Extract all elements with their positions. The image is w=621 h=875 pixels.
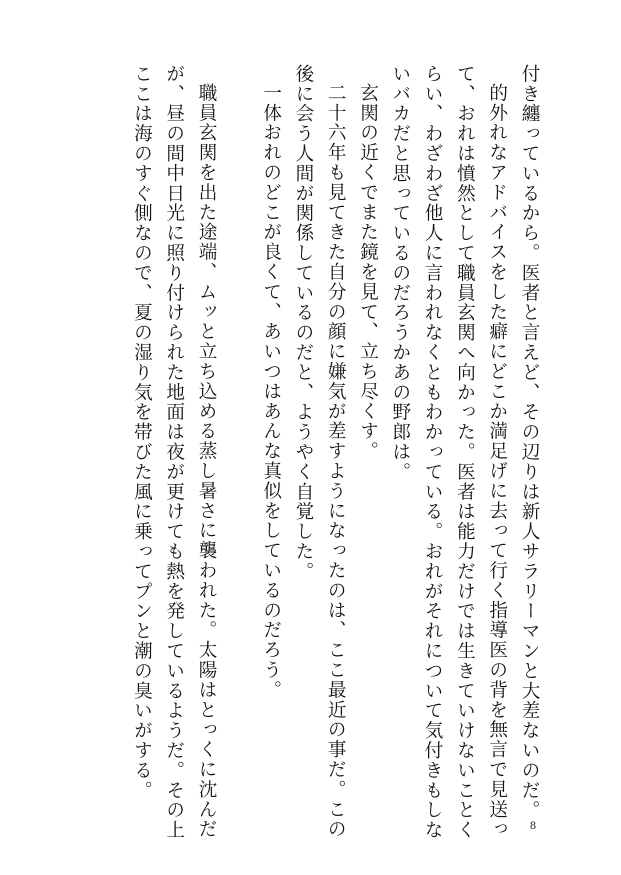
page-number: 8: [530, 818, 536, 832]
text-line-8: 後に会う人間が関係しているのだと、ようやく自覚した。: [292, 64, 314, 582]
text-line-4: らい、わざわざ他人に言われなくともわかっている。おれがそれについて気付きもしな: [422, 64, 444, 841]
text-line-2: 的外れなアドバイスをした癖にどこか満足げに去って行く指導医の背を無言で見送っ: [486, 82, 508, 839]
text-line-1: 付き纏っているから。医者と言えど、その辺りは新人サラリーマンと大差ないのだ。: [519, 64, 540, 821]
text-line-6: 玄関の近くでまた鏡を見て、立ち尽くす。: [357, 82, 379, 461]
text-line-3: て、おれは憤然として職員玄関へ向かった。医者は能力だけでは生きていけないことく: [454, 64, 476, 841]
text-line-10: 職員玄関を出た途端、ムッと立ち込める蒸し暑さに襲われた。太陽はとっくに沈んだ: [196, 82, 218, 839]
text-line-7: 二十六年も見てきた自分の顔に嫌気が差すようになったのは、ここ最近の事だ。この: [325, 82, 347, 839]
vertical-text-body: [125, 64, 545, 841]
text-line-9: 一体おれのどこが良くて、あいつはあんな真似をしているのだろう。: [260, 82, 282, 700]
text-line-12: ここは海のすぐ側なので、夏の湿り気を帯びた風に乗ってプンと潮の臭いがする。: [131, 64, 153, 801]
blank-line: [222, 64, 254, 799]
text-line-5: いバカだと思っているのだろうかあの野郎は。: [389, 64, 411, 482]
text-line-11: が、昼の間中日光に照り付けられた地面は夜が更けても熱を発しているようだ。その上: [163, 64, 185, 841]
